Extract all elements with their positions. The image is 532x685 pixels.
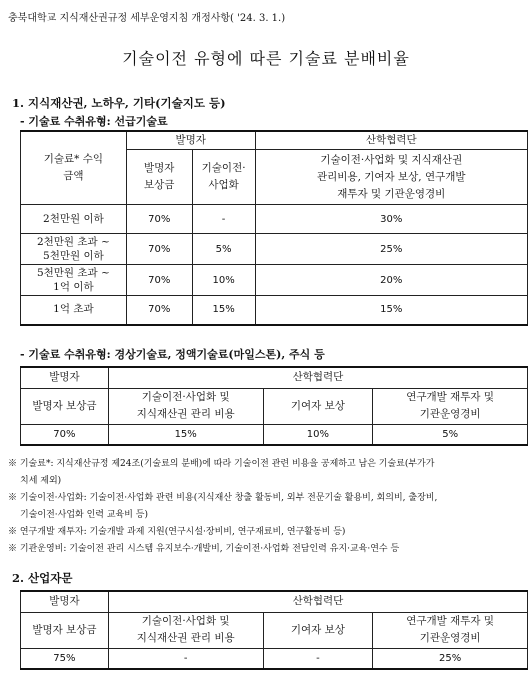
table-row bbox=[21, 205, 528, 234]
cell-transfer: 15% bbox=[192, 296, 255, 325]
cell-amount: 5천만원 초과 ~ 1억 이하 bbox=[21, 265, 127, 296]
table-row bbox=[21, 296, 528, 325]
footnote-continuation: 기술이전·사업화 인력 교육비 등) bbox=[20, 510, 148, 520]
group-coop-header: 산학협력단 bbox=[108, 367, 527, 388]
table-industry-consulting bbox=[20, 590, 528, 670]
col-transfer-header: 기술이전·사업화 및 지식재산권 관리 비용 bbox=[108, 612, 263, 648]
section1-sub1: - 기술료 수취유형: 선급기술료 bbox=[20, 115, 168, 128]
col-rnd-header: 연구개발 재투자 및 기관운영경비 bbox=[373, 612, 528, 648]
cell-reward: 70% bbox=[126, 205, 192, 234]
col-reward-header: 발명자 보상금 bbox=[126, 150, 192, 205]
col-amount-header: 기술료* 수익 금액 bbox=[21, 131, 127, 205]
cell-reward: 70% bbox=[21, 424, 109, 445]
cell-reward: 70% bbox=[126, 265, 192, 296]
cell-reward: 70% bbox=[126, 296, 192, 325]
group-coop-header: 산학협력단 bbox=[108, 591, 527, 612]
col-contrib-header: 기여자 보상 bbox=[263, 388, 373, 424]
cell-transfer: 10% bbox=[192, 265, 255, 296]
cell-coop: 30% bbox=[255, 205, 527, 234]
group-inventor-header: 발명자 bbox=[21, 367, 109, 388]
group-inventor-header: 발명자 bbox=[21, 591, 109, 612]
col-contrib-header: 기여자 보상 bbox=[263, 612, 373, 648]
cell-coop: 25% bbox=[255, 234, 527, 265]
footnote-continuation: 치세 제외) bbox=[20, 476, 62, 486]
footnote: ※ 기술료*: 지식재산규정 제24조(기술료의 분배)에 따라 기술이전 관련 비용을 공제하고 남은 기술료(부가가 bbox=[8, 459, 435, 469]
cell-transfer: 5% bbox=[192, 234, 255, 265]
cell-reward: 70% bbox=[126, 234, 192, 265]
cell-contrib: 10% bbox=[263, 424, 373, 445]
section2-heading: 2. 산업자문 bbox=[12, 571, 73, 585]
page-title: 기술이전 유형에 따른 기술료 분배비율 bbox=[122, 49, 410, 68]
cell-amount: 2천만원 이하 bbox=[21, 205, 127, 234]
table-row bbox=[21, 234, 528, 265]
section1-sub2: - 기술료 수취유형: 경상기술료, 정액기술료(마일스톤), 주식 등 bbox=[20, 348, 325, 361]
cell-transfer: - bbox=[108, 648, 263, 669]
group-coop-header: 산학협력단 bbox=[255, 131, 527, 150]
cell-coop: 20% bbox=[255, 265, 527, 296]
col-reward-header: 발명자 보상금 bbox=[21, 612, 109, 648]
section1-heading: 1. 지식재산권, 노하우, 기타(기술지도 등) bbox=[12, 96, 226, 110]
col-rnd-header: 연구개발 재투자 및 기관운영경비 bbox=[373, 388, 528, 424]
group-inventor-header: 발명자 bbox=[126, 131, 255, 150]
table-upfront-royalty bbox=[20, 130, 528, 326]
cell-amount: 1억 초과 bbox=[21, 296, 127, 325]
document-header: 충북대학교 지식재산권규정 세부운영지침 개정사항( '24. 3. 1.) bbox=[8, 13, 286, 24]
col-reward-header: 발명자 보상금 bbox=[21, 388, 109, 424]
cell-transfer: - bbox=[192, 205, 255, 234]
cell-rnd: 25% bbox=[373, 648, 528, 669]
col-transfer-header: 기술이전· 사업화 bbox=[192, 150, 255, 205]
col-coop-header: 기술이전·사업화 및 지식재산권 관리비용, 기여자 보상, 연구개발 재투자 및 기관운영경비 bbox=[255, 150, 527, 205]
col-transfer-header: 기술이전·사업화 및 지식재산권 관리 비용 bbox=[108, 388, 263, 424]
cell-amount: 2천만원 초과 ~ 5천만원 이하 bbox=[21, 234, 127, 265]
footnotes bbox=[8, 456, 528, 558]
footnote: ※ 연구개발 재투자: 기술개발 과제 지원(연구시설·장비비, 연구재료비, 연구활동비 등) bbox=[8, 527, 346, 537]
table-running-royalty bbox=[20, 366, 528, 446]
cell-reward: 75% bbox=[21, 648, 109, 669]
cell-rnd: 5% bbox=[373, 424, 528, 445]
table-row bbox=[21, 648, 528, 669]
cell-coop: 15% bbox=[255, 296, 527, 325]
table-row bbox=[21, 265, 528, 296]
footnote: ※ 기술이전·사업화: 기술이전·사업화 관련 비용(지식재산 창출 활동비, 외부 전문기술 활용비, 회의비, 출장비, bbox=[8, 493, 438, 503]
table-row bbox=[21, 424, 528, 445]
cell-transfer: 15% bbox=[108, 424, 263, 445]
cell-contrib: - bbox=[263, 648, 373, 669]
footnote: ※ 기관운영비: 기술이전 관리 시스템 유지보수·개발비, 기술이전·사업화 전담인력 유지·교육·연수 등 bbox=[8, 544, 400, 554]
